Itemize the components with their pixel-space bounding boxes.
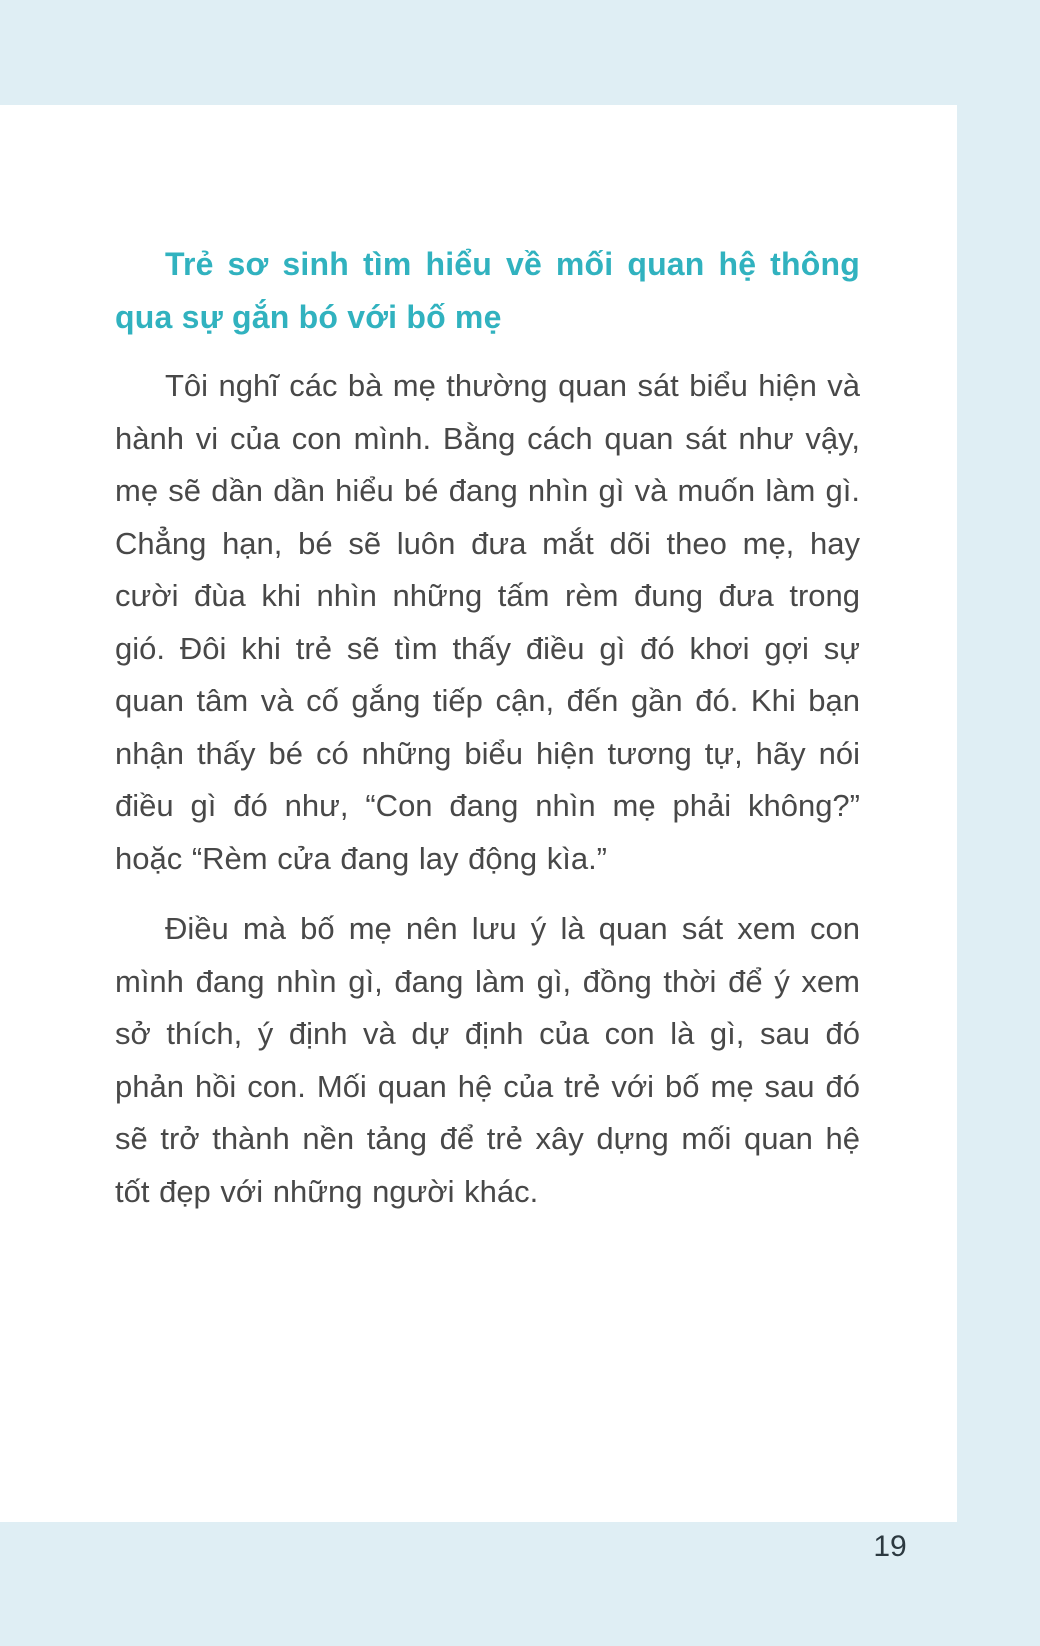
section-heading: Trẻ sơ sinh tìm hiểu về mối quan hệ thông qua sự gắn bó với bố mẹ [115, 246, 860, 335]
paragraph: Điều mà bố mẹ nên lưu ý là quan sát xem con mình đang nhìn gì, đang làm gì, đồng thời để ý xem sở thích, ý định và dự định của con là gì, sau đó phản hồi con. Mối quan hệ của trẻ với bố mẹ sau đó sẽ trở thành nền tảng để trẻ xây dựng mối quan hệ tốt đẹp với những người khác. [115, 911, 860, 1209]
book-page [0, 105, 957, 1522]
page-number: 19 [873, 1530, 907, 1563]
paragraph: Tôi nghĩ các bà mẹ thường quan sát biểu hiện và hành vi của con mình. Bằng cách quan sát như vậy, mẹ sẽ dần dần hiểu bé đang nhìn gì và muốn làm gì. Chẳng hạn, bé sẽ luôn đưa mắt dõi theo mẹ, hay cười đùa khi nhìn những tấm rèm đung đưa trong gió. Đôi khi trẻ sẽ tìm thấy điều gì đó khơi gợi sự quan tâm và cố gắng tiếp cận, đến gần đó. Khi bạn nhận thấy bé có những biểu hiện tương tự, hãy nói điều gì đó như, “Con đang nhìn mẹ phải không?” hoặc “Rèm cửa đang lay động kìa.” [115, 368, 860, 876]
